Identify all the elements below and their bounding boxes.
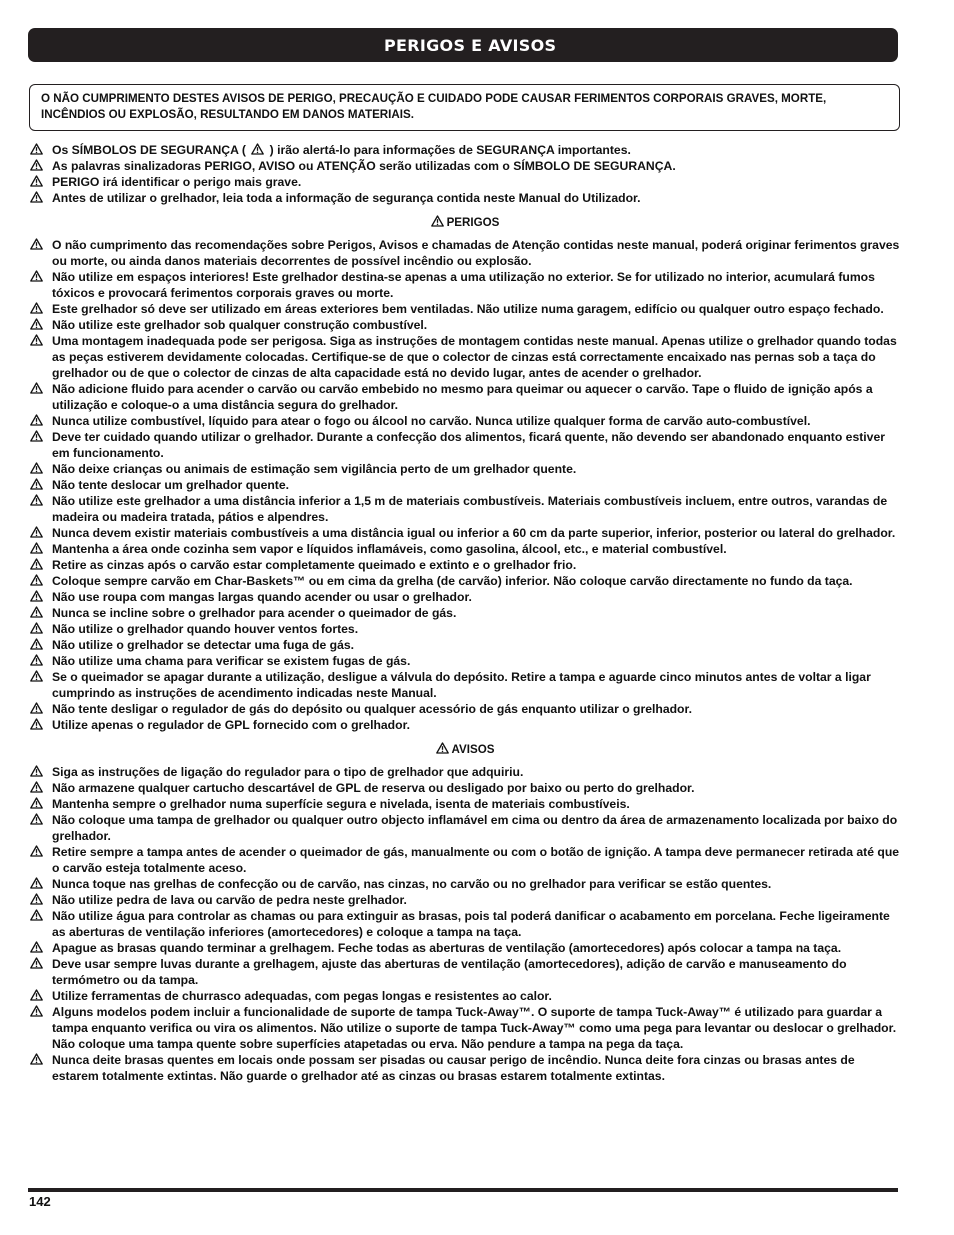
content-body [30,142,900,1084]
list-item-text: Não utilize pedra de lava ou carvão de pedra neste grelhador. [52,893,407,907]
warning-triangle-icon [30,462,43,474]
notice-text: O NÃO CUMPRIMENTO DESTES AVISOS DE PERIGO, PRECAUÇÃO E CUIDADO PODE CAUSAR FERIMENTOS CORPORAIS GRAVES, MORTE, INCÊNDIOS OU EXPLOSÃO, RESULTANDO EM DANOS MATERIAIS. [41,92,827,121]
warning-triangle-icon [30,318,43,330]
list-item-text: Não utilize em espaços interiores! Este grelhador destina-se apenas a uma utilização no exterior. Se for utilizado no interior, acumulará fumos tóxicos e provocará ferimentos corporais graves ou morte. [52,270,875,300]
list-item [30,413,900,429]
warning-triangle-icon [30,382,43,394]
list-item [30,557,900,573]
list-item-text: Não tente desligar o regulador de gás do depósito ou qualquer acessório de gás enquanto utilizar o grelhador. [52,702,692,716]
warning-triangle-icon [30,238,43,250]
list-item [30,381,900,413]
list-item [30,493,900,525]
list-item-text: Não armazene qualquer cartucho descartável de GPL de reserva ou desligado por baixo ou perto do grelhador. [52,781,695,795]
warning-triangle-icon [30,909,43,921]
list-item-text: Mantenha a área onde cozinha sem vapor e líquidos inflamáveis, como gasolina, álcool, etc., e material combustível. [52,542,727,556]
list-item [30,541,900,557]
list-item [30,525,900,541]
intro-text-after: ) irão alertá-lo para informações de SEGURANÇA importantes. [269,143,631,157]
list-item [30,317,900,333]
section-header-bar [28,28,898,62]
list-item-text: As palavras sinalizadoras PERIGO, AVISO ou ATENÇÃO serão utilizadas com o SÍMBOLO DE SEGURANÇA. [52,159,676,173]
list-item-text: Nunca devem existir materiais combustíveis a uma distância igual ou inferior a 60 cm da parte superior, inferior, posterior ou lateral do grelhador. [52,526,896,540]
list-item-text: Coloque sempre carvão em Char-Baskets™ ou em cima da grelha (de carvão) inferior. Não coloque carvão directamente no fundo da taça. [52,574,853,588]
list-item [30,956,900,988]
list-item [30,301,900,317]
list-item-text: Não utilize este grelhador a uma distância inferior a 1,5 m de materiais combustíveis. Materiais combustíveis incluem, entre outros, varandas de madeira ou madeira tratada, pátios e alpendres. [52,494,888,524]
warning-triangle-icon [30,334,43,346]
list-item-text: Não utilize água para controlar as chamas ou para extinguir as brasas, pois tal poderá danificar o acabamento em porcelana. Feche ligeiramente as aberturas de ventilação inferiores (amortecedores) e coloque a tampa na taça. [52,909,890,939]
warning-triangle-icon [30,159,43,171]
perigos-list [30,237,900,733]
list-item [30,701,900,717]
page-title: PERIGOS E AVISOS [384,36,557,55]
list-item [30,892,900,908]
list-item-text: Não utilize o grelhador quando houver ventos fortes. [52,622,359,636]
warning-triangle-icon [30,430,43,442]
list-item-text: Nunca deite brasas quentes em locais onde possam ser pisadas ou causar perigo de incêndio. Nunca deite fora cinzas ou brasas antes de estarem totalmente extintas. Não guarde o grelhador até as cinzas ou brasas estarem totalmente extintas. [52,1053,855,1083]
warning-notice-box [29,84,900,131]
warning-triangle-icon [30,845,43,857]
warning-triangle-icon [30,494,43,506]
perigos-title: PERIGOS [446,216,500,229]
list-item [30,764,900,780]
list-item [30,940,900,956]
warning-triangle-icon [30,877,43,889]
intro-list [30,142,900,206]
list-item [30,621,900,637]
list-item [30,988,900,1004]
list-item-text: Deve ter cuidado quando utilizar o grelhador. Durante a confecção dos alimentos, ficará quente, não devendo ser abandonado enquanto estiver em funcionamento. [52,430,885,460]
warning-triangle-icon [30,813,43,825]
list-item-text: Este grelhador só deve ser utilizado em áreas exteriores bem ventiladas. Não utilize numa garagem, edifício ou qualquer outro espaço fechado. [52,302,884,316]
list-item [30,796,900,812]
warning-triangle-icon [30,989,43,1001]
warning-triangle-icon [30,941,43,953]
list-item [30,158,900,174]
list-item [30,269,900,301]
warning-triangle-icon [30,590,43,602]
warning-triangle-icon [431,215,444,227]
list-item [30,717,900,733]
list-item-text: PERIGO irá identificar o perigo mais grave. [52,175,302,189]
list-item [30,669,900,701]
list-item-text: Apague as brasas quando terminar a grelhagem. Feche todas as aberturas de ventilação (amortecedores) após colocar a tampa na taça. [52,941,842,955]
list-item [30,429,900,461]
warning-triangle-icon [251,143,264,155]
list-item-text: Antes de utilizar o grelhador, leia toda a informação de segurança contida neste Manual do Utilizador. [52,191,641,205]
avisos-list [30,764,900,1084]
warning-triangle-icon [30,606,43,618]
avisos-heading [30,741,900,758]
intro-text-before: Os SÍMBOLOS DE SEGURANÇA ( [52,143,246,157]
list-item-text: Não utilize o grelhador se detectar uma fuga de gás. [52,638,355,652]
warning-triangle-icon [30,781,43,793]
list-item-text: Nunca se incline sobre o grelhador para acender o queimador de gás. [52,606,457,620]
list-item-text: Não use roupa com mangas largas quando acender ou usar o grelhador. [52,590,472,604]
list-item [30,589,900,605]
list-item-text: Não deixe crianças ou animais de estimação sem vigilância perto de um grelhador quente. [52,462,577,476]
list-item-text: Uma montagem inadequada pode ser perigosa. Siga as instruções de montagem contidas neste manual. Apenas utilize o grelhador quando todas as peças estiverem devidamente colocadas. Certifique-se de que o colector de cinzas está correctamente encaixado nas pernas sob a taça do grelhador ou de que o colector de cinzas de alta capacidade está no devido lugar, antes de acender o grelhador. [52,334,897,380]
list-item-text: Não utilize uma chama para verificar se existem fugas de gás. [52,654,411,668]
warning-triangle-icon [30,270,43,282]
list-item [30,174,900,190]
page-number: 142 [29,1194,51,1209]
list-item [30,237,900,269]
warning-triangle-icon [30,957,43,969]
list-item-text: Retire sempre a tampa antes de acender o queimador de gás, manualmente ou com o botão de ignição. A tampa deve permanecer retirada até que o carvão esteja totalmente aceso. [52,845,900,875]
list-item [30,142,900,158]
list-item-text: Se o queimador se apagar durante a utilização, desligue a válvula do depósito. Retire a tampa e aguarde cinco minutos antes de voltar a ligar cumprindo as instruções de acendimento indicadas neste Manual. [52,670,871,700]
list-item [30,461,900,477]
list-item [30,1004,900,1052]
list-item-text: Utilize apenas o regulador de GPL fornecido com o grelhador. [52,718,411,732]
list-item [30,573,900,589]
warning-triangle-icon [30,302,43,314]
list-item-text: Nunca utilize combustível, líquido para atear o fogo ou álcool no carvão. Nunca utilize qualquer forma de carvão auto-combustível. [52,414,811,428]
warning-triangle-icon [30,670,43,682]
avisos-title: AVISOS [451,743,495,756]
warning-triangle-icon [30,526,43,538]
footer-divider [28,1188,898,1192]
warning-triangle-icon [30,558,43,570]
list-item-text: Não tente deslocar um grelhador quente. [52,478,290,492]
list-item-text: Não coloque uma tampa de grelhador ou qualquer outro objecto inflamável em cima ou dentro da área de armazenamento localizada por baixo do grelhador. [52,813,898,843]
warning-triangle-icon [436,742,449,754]
list-item-text: Não utilize este grelhador sob qualquer construção combustível. [52,318,428,332]
list-item [30,605,900,621]
list-item-text: Não adicione fluido para acender o carvão ou carvão embebido no mesmo para queimar ou aquecer o carvão. Tape o fluido de ignição após a utilização e coloque-o a uma distância segura do grelhador. [52,382,873,412]
perigos-heading [30,214,900,231]
list-item-text: Siga as instruções de ligação do regulador para o tipo de grelhador que adquiriu. [52,765,524,779]
warning-triangle-icon [30,1053,43,1065]
warning-triangle-icon [30,414,43,426]
warning-triangle-icon [30,718,43,730]
list-item [30,477,900,493]
list-item [30,1052,900,1084]
warning-triangle-icon [30,765,43,777]
warning-triangle-icon [30,542,43,554]
list-item [30,637,900,653]
warning-triangle-icon [30,702,43,714]
list-item [30,812,900,844]
warning-triangle-icon [30,574,43,586]
warning-triangle-icon [30,478,43,490]
warning-triangle-icon [30,893,43,905]
list-item [30,333,900,381]
list-item-text: Mantenha sempre o grelhador numa superfície segura e nivelada, isenta de materiais combustíveis. [52,797,630,811]
list-item-text: Alguns modelos podem incluir a funcionalidade de suporte de tampa Tuck-Away™. O suporte de tampa Tuck-Away™ é utilizado para guardar a tampa enquanto verifica ou vira os alimentos. Não utilize o suporte de tampa Tuck-Away™ como uma pega para levantar ou deslocar o grelhador. Não coloque uma tampa quente sobre superfícies atapetadas ou erva. Não pendure a tampa na pega da taça. [52,1005,897,1051]
warning-triangle-icon [30,1005,43,1017]
list-item [30,908,900,940]
list-item [30,653,900,669]
list-item-text: Deve usar sempre luvas durante a grelhagem, ajuste das aberturas de ventilação (amortecedores), adição de carvão e manuseamento do termómetro ou da tampa. [52,957,847,987]
list-item-text: Nunca toque nas grelhas de confecção ou de carvão, nas cinzas, no carvão ou no grelhador para verificar se estão quentes. [52,877,772,891]
list-item [30,780,900,796]
warning-triangle-icon [30,654,43,666]
list-item-text: O não cumprimento das recomendações sobre Perigos, Avisos e chamadas de Atenção contidas neste manual, poderá originar ferimentos graves ou morte, ou ainda danos materiais decorrentes de possível incêndio ou explosão. [52,238,900,268]
list-item [30,876,900,892]
warning-triangle-icon [30,143,43,155]
list-item [30,844,900,876]
list-item [30,190,900,206]
warning-triangle-icon [30,797,43,809]
warning-triangle-icon [30,191,43,203]
list-item-text: Retire as cinzas após o carvão estar completamente queimado e extinto e o grelhador frio. [52,558,577,572]
warning-triangle-icon [30,622,43,634]
warning-triangle-icon [30,638,43,650]
list-item-text: Utilize ferramentas de churrasco adequadas, com pegas longas e resistentes ao calor. [52,989,552,1003]
warning-triangle-icon [30,175,43,187]
